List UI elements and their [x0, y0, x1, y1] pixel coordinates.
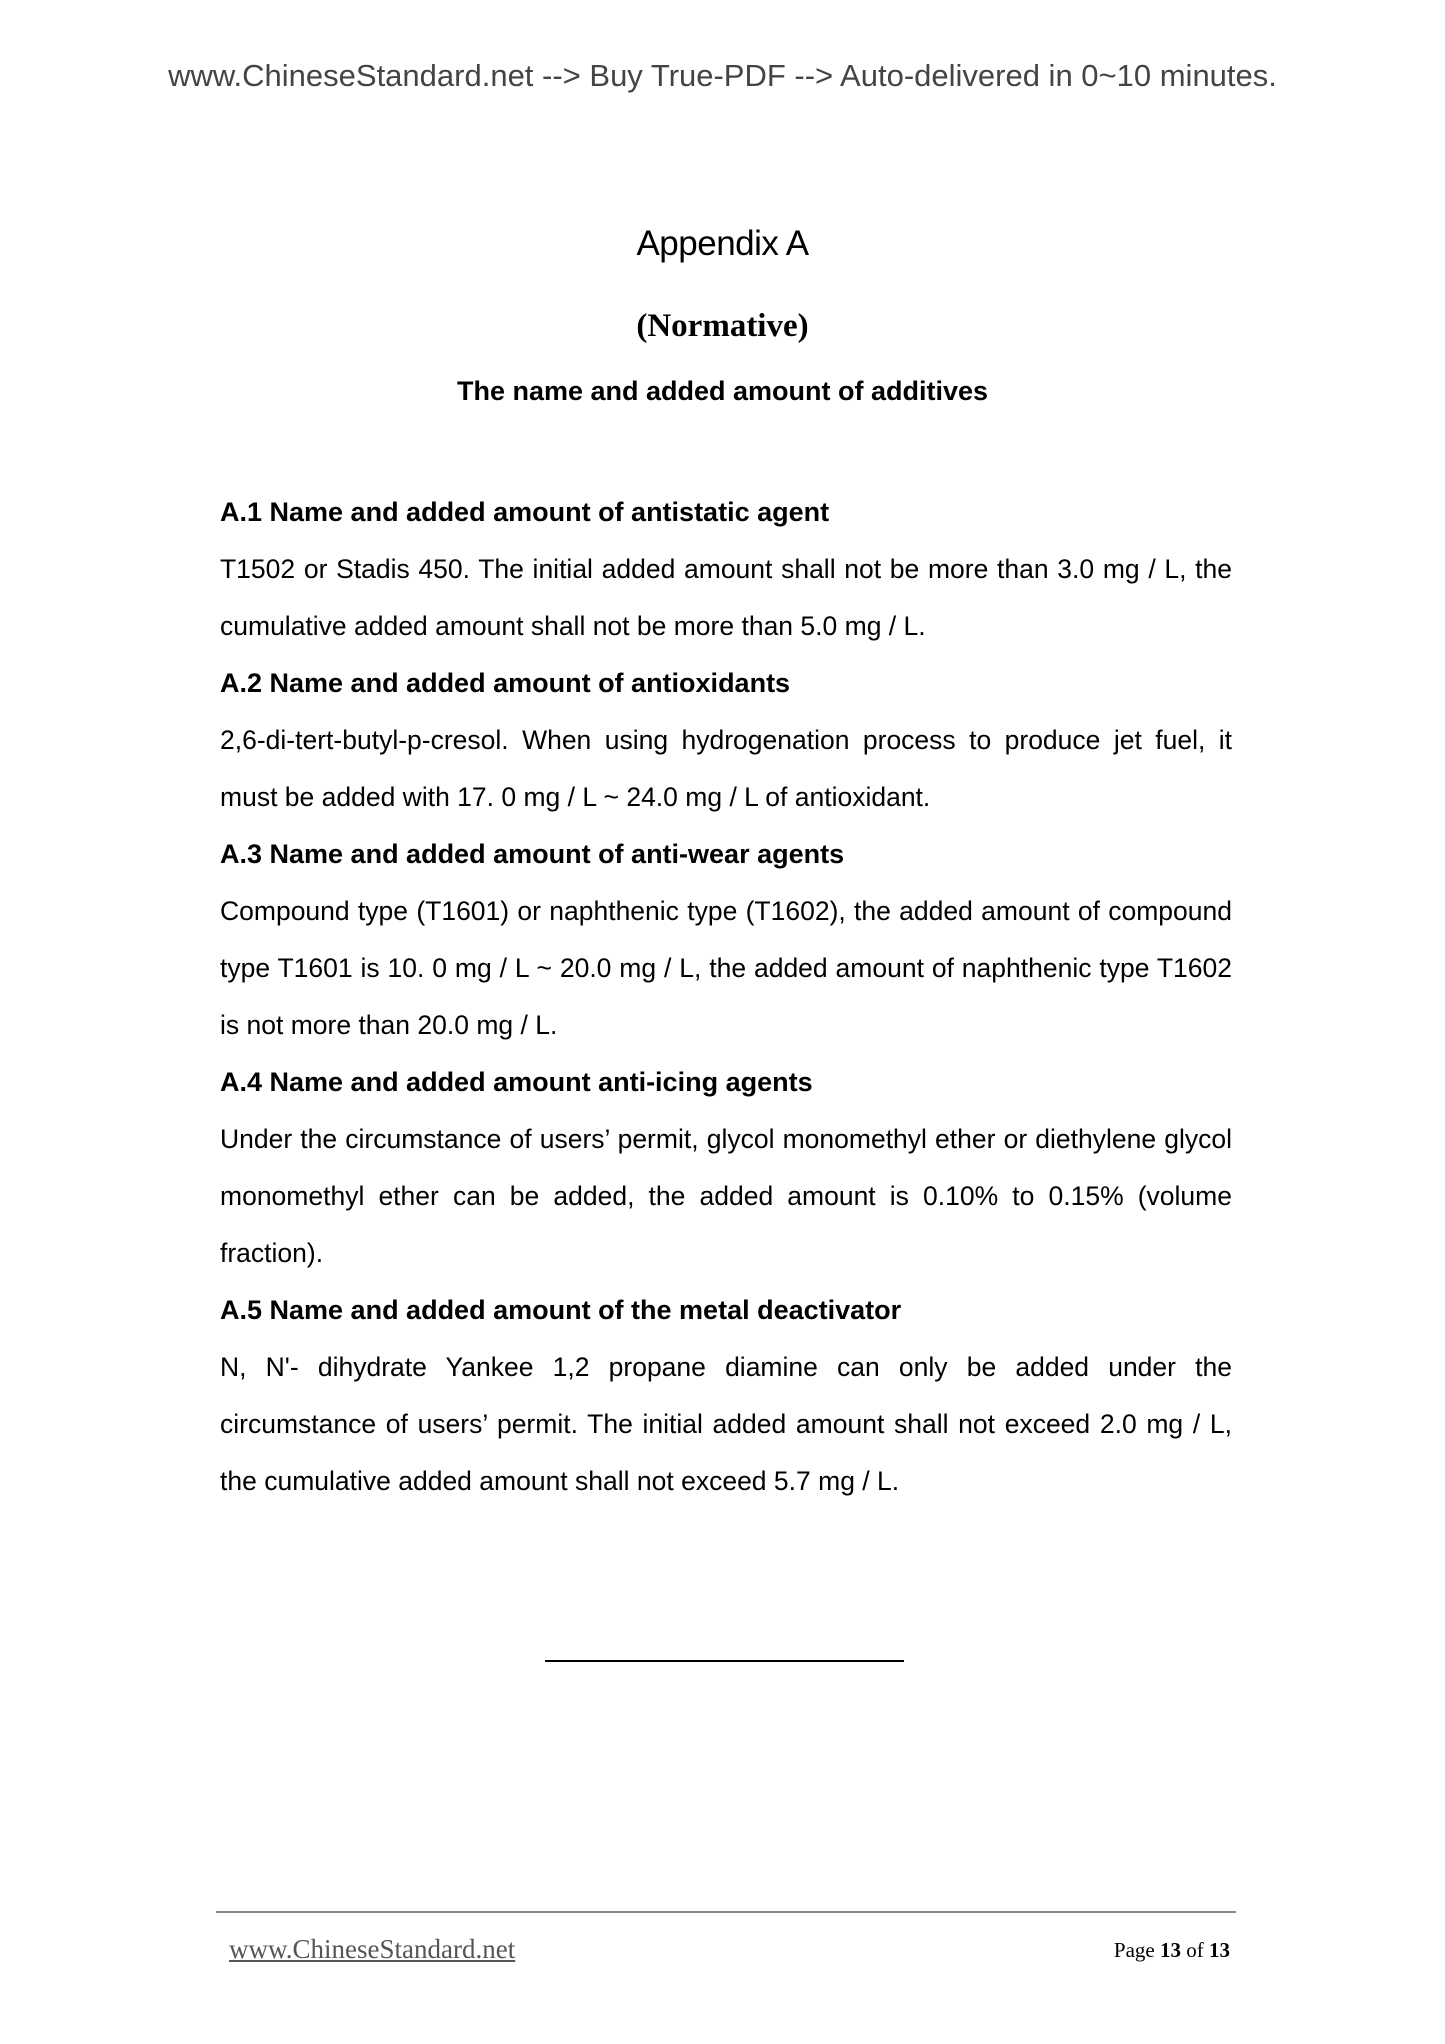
section-text: 2,6-di-tert-butyl-p-cresol. When using hydrogenation process to produce jet fuel, it must be added with 17. 0 mg / L ~ 24.0 mg / L of antioxidant. — [220, 725, 1232, 812]
section-text: Compound type (T1601) or naphthenic type (T1602), the added amount of compound type T1601 is 10. 0 mg / L ~ 20.0 mg / L, the added amount of naphthenic type T1602 is not more than 20.0 mg / L. — [220, 896, 1232, 1040]
section-text: Under the circumstance of users’ permit, glycol monomethyl ether or diethylene glycol monomethyl ether can be added, the added amount is 0.10% to 0.15% (volume fraction). — [220, 1124, 1232, 1268]
section-heading: A.2 Name and added amount of antioxidants — [220, 668, 791, 698]
document-body — [220, 484, 1232, 1510]
total-pages: 13 — [1209, 1938, 1230, 1962]
section-heading: A.4 Name and added amount anti-icing agents — [220, 1067, 813, 1097]
footer-divider — [216, 1911, 1236, 1913]
of-label: of — [1186, 1938, 1204, 1962]
appendix-type: (Normative) — [636, 308, 809, 344]
appendix-subtitle: The name and added amount of additives — [456, 376, 989, 406]
footer-site-link[interactable]: www.ChineseStandard.net — [229, 1934, 516, 1964]
current-page: 13 — [1160, 1938, 1181, 1962]
section-heading: A.1 Name and added amount of antistatic agent — [220, 497, 830, 527]
appendix-title: Appendix A — [636, 224, 809, 263]
end-rule — [545, 1660, 904, 1662]
banner-link[interactable]: www.ChineseStandard.net --> Buy True-PDF --> Auto-delivered in 0~10 minutes. — [168, 58, 1277, 93]
section-text: T1502 or Stadis 450. The initial added amount shall not be more than 3.0 mg / L, the cumulative added amount shall not be more than 5.0 mg / L. — [220, 554, 1232, 641]
page-number — [1114, 1938, 1230, 1963]
page-label: Page — [1113, 1938, 1155, 1962]
section-heading: A.5 Name and added amount of the metal deactivator — [220, 1295, 902, 1325]
section-heading: A.3 Name and added amount of anti-wear agents — [220, 839, 845, 869]
section-text: N, N'- dihydrate Yankee 1,2 propane diamine can only be added under the circumstance of users’ permit. The initial added amount shall not exceed 2.0 mg / L, the cumulative added amount shall not exceed 5.7 mg / L. — [220, 1352, 1232, 1496]
